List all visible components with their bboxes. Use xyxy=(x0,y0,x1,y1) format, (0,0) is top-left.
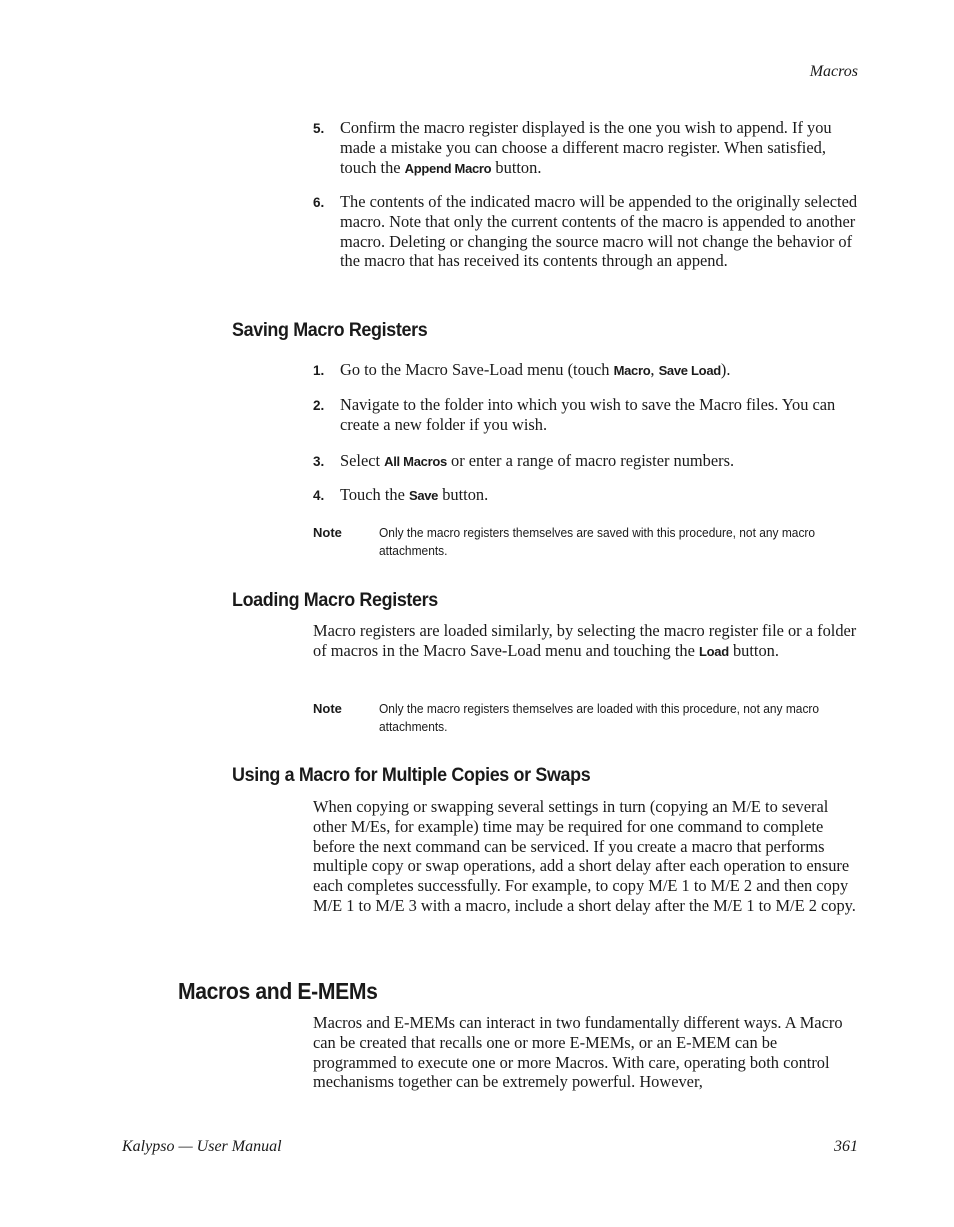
list-item xyxy=(313,395,858,435)
list-item xyxy=(313,360,858,381)
list-item xyxy=(313,451,858,472)
step-text: Navigate to the folder into which you wish to save the Macro files. You can create a new folder if you wish. xyxy=(340,395,836,434)
ui-label: Macro xyxy=(613,363,651,378)
paragraph: Macros and E-MEMs can interact in two fundamentally different ways. A Macro can be created that recalls one or more E-MEMs, or an E-MEM can be programmed to execute one or more Macros. With care, operating both control mechanisms together can be extremely powerful. However, xyxy=(313,1013,843,1092)
running-header: Macros xyxy=(809,63,858,80)
step-number: 6. xyxy=(313,195,325,210)
note-text: Only the macro registers themselves are saved with this procedure, not any macro attachments. xyxy=(379,525,816,558)
ui-label: Save xyxy=(408,488,439,503)
chapter-heading: Macros and E-MEMs xyxy=(178,978,378,1004)
section-heading: Using a Macro for Multiple Copies or Swaps xyxy=(232,764,591,786)
ui-label: All Macros xyxy=(384,454,447,469)
page-number: 361 xyxy=(834,1138,858,1155)
step-text: The contents of the indicated macro will be appended to the originally selected macro. Note that only the current contents of the macro is appended to another macro. Deleting or changing the source macro will not change the behavior of the macro that has received its contents through an append. xyxy=(340,192,858,271)
step-number: 4. xyxy=(313,488,325,503)
step-text: Confirm the macro register displayed is the one you wish to append. If you made a mistake you can choose a different macro register. When satisfied, touch the Append Macro button. xyxy=(340,118,832,177)
paragraph: When copying or swapping several settings in turn (copying an M/E to several other M/Es, for example) time may be required for one command to complete before the next command can be serviced. If you create a macro that performs multiple copy or swap operations, add a short delay after each operation to ensure each completes successfully. For example, to copy M/E 1 to M/E 2 and then copy M/E 1 to M/E 3 with a macro, include a short delay after the M/E 1 to M/E 2 copy. xyxy=(313,797,856,915)
step-number: 3. xyxy=(313,454,325,469)
step-number: 2. xyxy=(313,398,325,413)
section-heading: Saving Macro Registers xyxy=(232,319,428,341)
note-label: Note xyxy=(313,701,342,716)
step-text: Touch the Save button. xyxy=(340,485,489,504)
note xyxy=(313,524,858,560)
note-label: Note xyxy=(313,525,342,540)
footer-title: Kalypso — User Manual xyxy=(122,1138,282,1155)
step-text: Go to the Macro Save-Load menu (touch Macro, Save Load). xyxy=(340,360,731,379)
paragraph: Macro registers are loaded similarly, by selecting the macro register file or a folder of macros in the Macro Save-Load menu and touching the Load button. xyxy=(313,621,857,660)
step-text: Select All Macros or enter a range of macro register numbers. xyxy=(340,451,735,470)
note xyxy=(313,700,858,736)
list-item xyxy=(313,192,858,271)
ui-label: Save Load xyxy=(658,363,721,378)
list-item xyxy=(313,485,858,506)
note-text: Only the macro registers themselves are loaded with this procedure, not any macro attachments. xyxy=(379,701,820,734)
list-item xyxy=(313,118,858,178)
step-number: 5. xyxy=(313,121,325,136)
section-heading: Loading Macro Registers xyxy=(232,589,438,611)
ui-label: Load xyxy=(698,643,729,659)
ui-label: Append Macro xyxy=(404,160,492,176)
step-number: 1. xyxy=(313,363,325,378)
